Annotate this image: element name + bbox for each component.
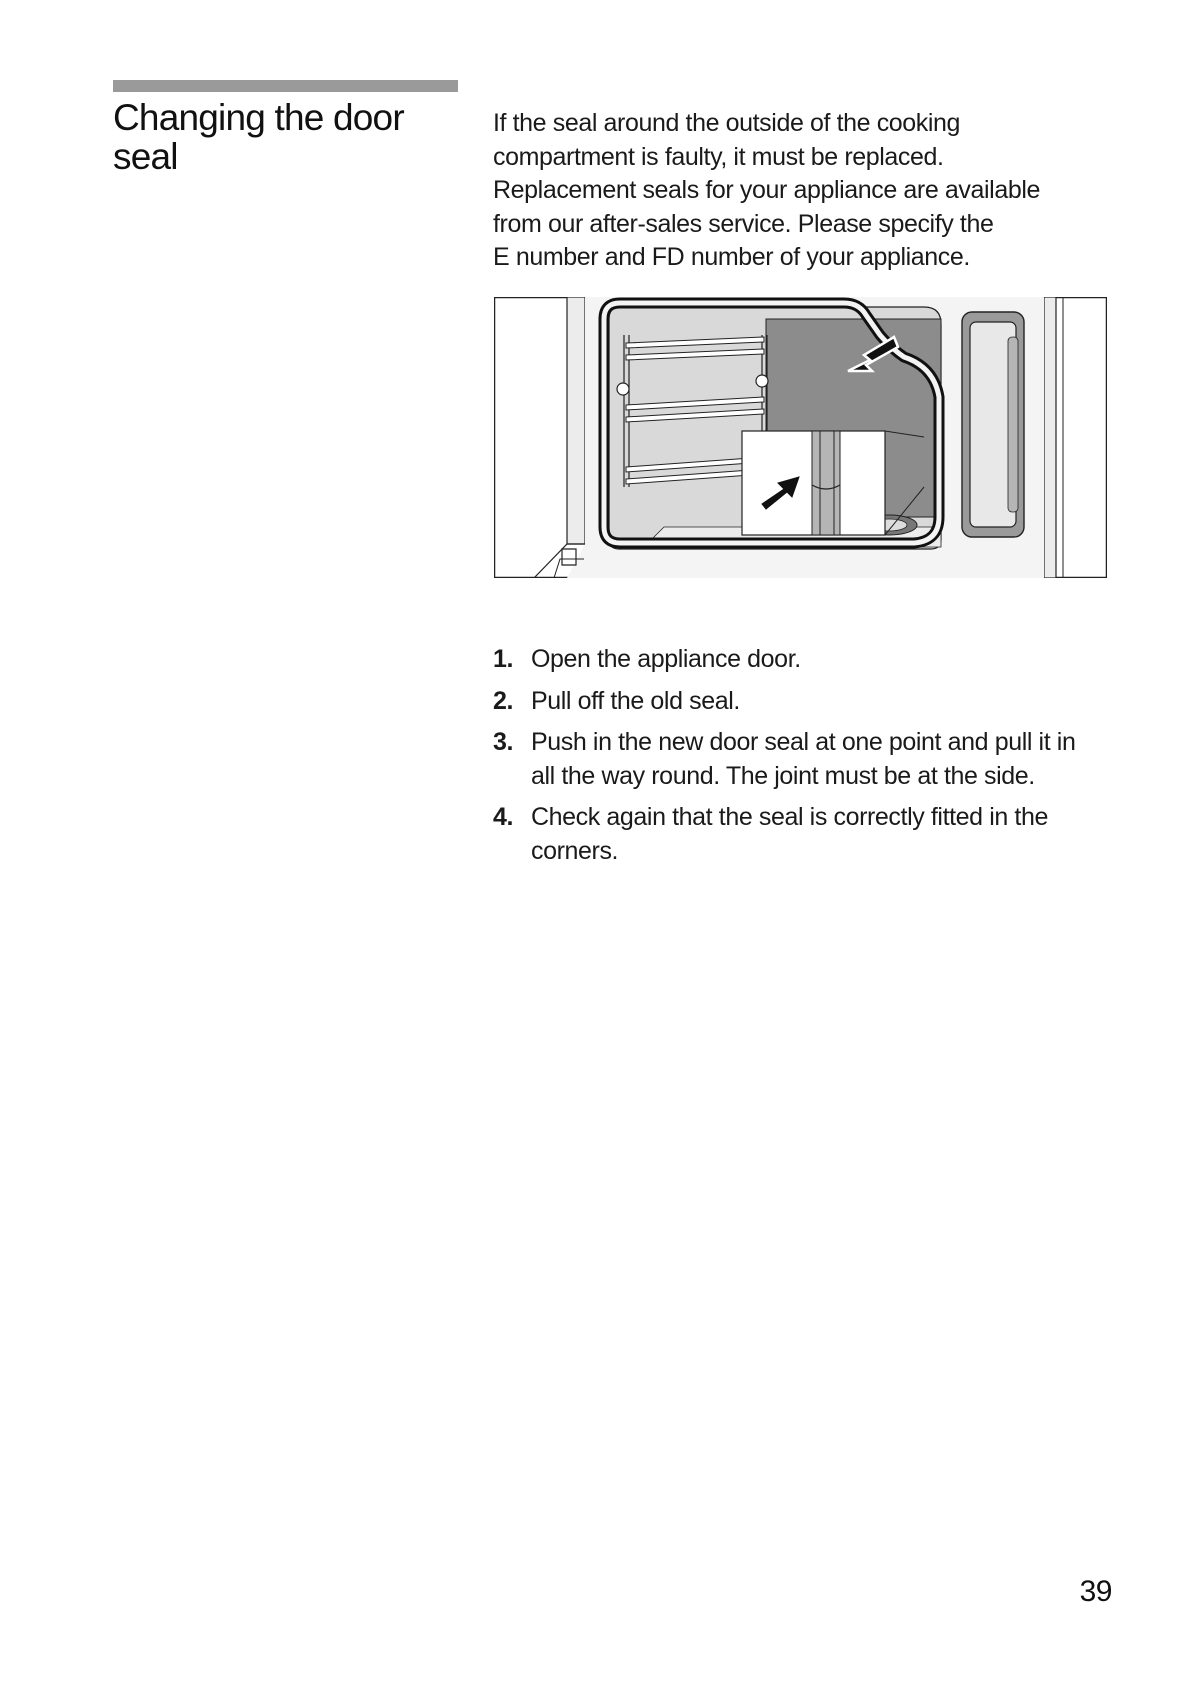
step-line: Open the appliance door. — [531, 645, 801, 673]
step-number: 1. — [493, 645, 514, 673]
step-number: 4. — [493, 803, 514, 831]
step-text — [531, 643, 801, 677]
step-text — [531, 801, 1048, 868]
step-number: 2. — [493, 686, 514, 715]
page-number: 39 — [1079, 1575, 1112, 1608]
step-item — [493, 643, 1133, 677]
intro-line: from our after-sales service. Please specify the — [493, 209, 994, 238]
door-seal-illustration — [494, 297, 1107, 578]
intro-line: If the seal around the outside of the cooking — [493, 109, 961, 137]
instruction-steps — [493, 643, 1133, 876]
step-line: corners. — [531, 836, 619, 865]
step-item — [493, 801, 1133, 868]
step-text — [531, 726, 1075, 793]
intro-paragraph — [493, 107, 1123, 275]
step-number: 3. — [493, 728, 514, 756]
step-line: Check again that the seal is correctly fitted in the — [531, 803, 1048, 831]
step-line: Pull off the old seal. — [531, 686, 740, 715]
intro-line: compartment is faulty, it must be replaced. — [493, 142, 944, 171]
step-line: all the way round. The joint must be at the side. — [531, 761, 1035, 790]
intro-line: E number and FD number of your appliance. — [493, 243, 970, 271]
step-item — [493, 726, 1133, 793]
step-text — [531, 685, 740, 719]
heading-rule — [113, 80, 458, 92]
section-title: Changing the door seal — [113, 97, 404, 177]
step-item — [493, 685, 1133, 719]
step-line: Push in the new door seal at one point and pull it in — [531, 728, 1076, 756]
intro-line: Replacement seals for your appliance are available — [493, 176, 1040, 204]
